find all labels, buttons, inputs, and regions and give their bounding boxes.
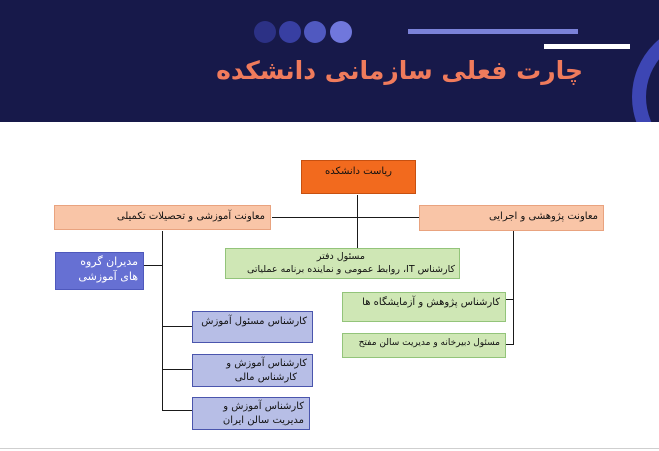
decorative-bar	[544, 44, 630, 49]
staff-line: کارشناس آموزش و	[226, 358, 307, 369]
connector-line	[162, 369, 192, 370]
staff-line: کارشناس مسئول آموزش	[201, 316, 307, 327]
head-of-faculty-box	[301, 160, 416, 194]
department-heads-label: مدیران گروه های آموزشی	[78, 255, 138, 283]
staff-box	[192, 311, 313, 343]
department-heads-box	[55, 252, 144, 290]
research-deputy-label: معاونت پژوهشی و اجرایی	[488, 211, 598, 222]
education-deputy-box	[54, 205, 271, 230]
research-staff-box	[342, 333, 506, 358]
decorative-dot	[254, 21, 276, 43]
connector-line	[162, 231, 163, 411]
connector-line	[357, 195, 358, 217]
connector-line	[272, 217, 420, 218]
office-manager-duties: کارشناس IT، روابط عمومی و نماینده برنامه عملیاتی	[246, 263, 455, 275]
connector-line	[162, 410, 192, 411]
staff-line: کارشناس مالی	[234, 371, 297, 383]
header-banner	[0, 0, 659, 122]
slide-bottom-border	[0, 448, 659, 449]
connector-line	[357, 218, 358, 249]
staff-line: کارشناس آموزش و	[223, 401, 304, 412]
decorative-dot	[330, 21, 352, 43]
research-staff-label: مسئول دبیرخانه و مدیریت سالن مفتح	[358, 338, 500, 348]
staff-box	[192, 397, 310, 430]
head-of-faculty-label: ریاست دانشکده	[325, 166, 392, 177]
connector-line	[505, 344, 513, 345]
decorative-dot	[279, 21, 301, 43]
staff-box	[192, 354, 313, 387]
office-manager-box	[225, 248, 460, 279]
decorative-dot	[304, 21, 326, 43]
connector-line	[505, 299, 513, 300]
connector-line	[144, 265, 162, 266]
decorative-bar	[408, 29, 578, 34]
research-staff-box	[342, 292, 506, 322]
office-manager-title: مسئول دفتر	[316, 251, 365, 262]
page-title: چارت فعلی سازمانی دانشکده	[216, 56, 583, 85]
research-staff-label: کارشناس پژوهش و آزمایشگاه ها	[362, 297, 500, 308]
staff-line: مدیریت سالن ایران	[222, 414, 304, 426]
connector-line	[513, 231, 514, 345]
education-deputy-label: معاونت آموزشی و تحصیلات تکمیلی	[116, 211, 265, 222]
research-deputy-box	[419, 205, 604, 231]
connector-line	[162, 326, 192, 327]
